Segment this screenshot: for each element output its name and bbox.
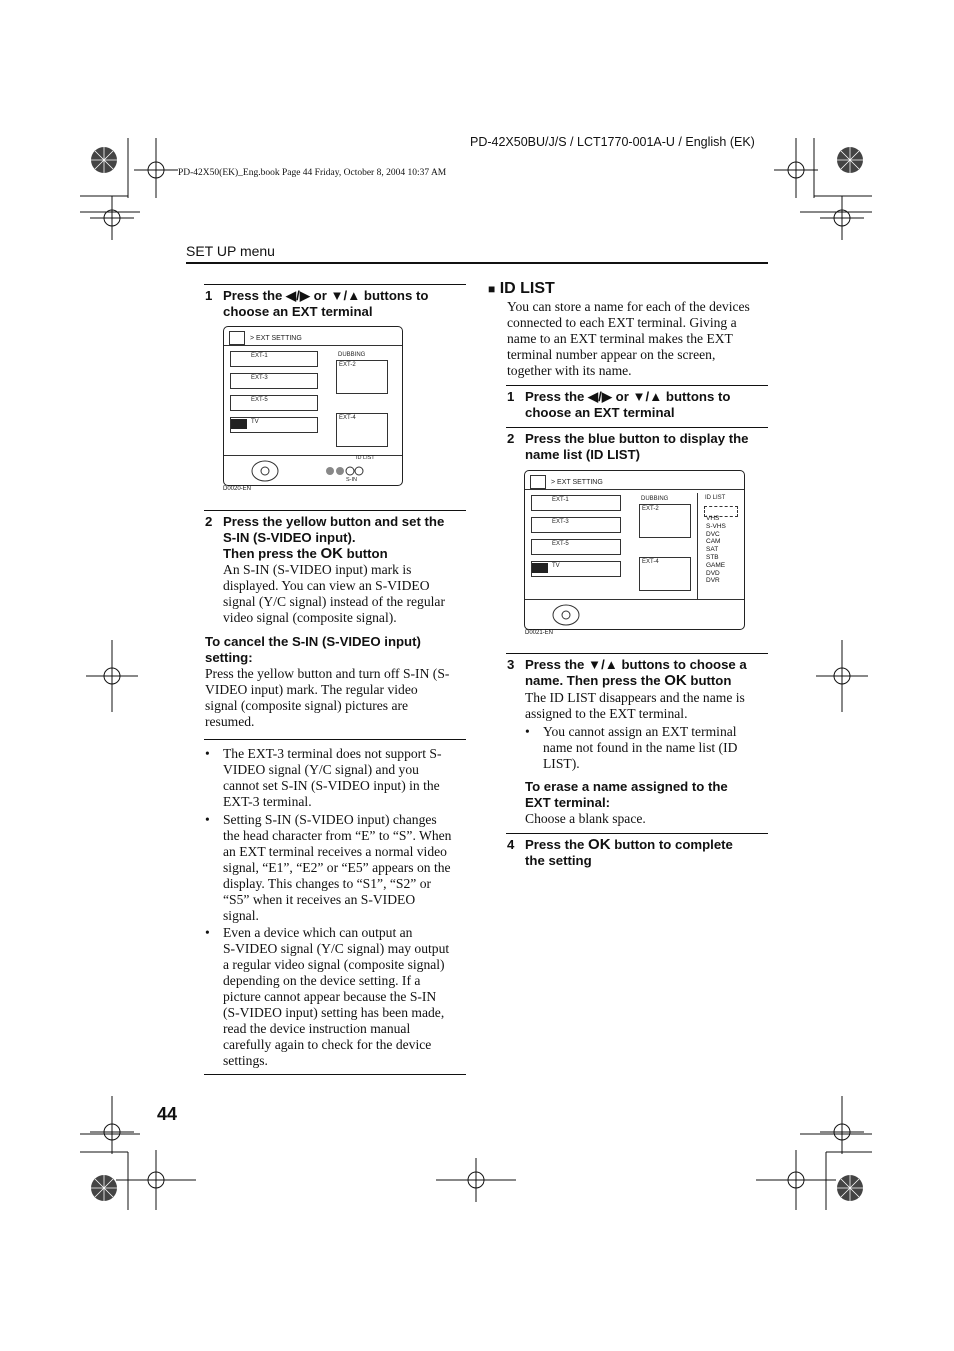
divider [506, 833, 768, 834]
ext4-box: EXT-4 [639, 557, 691, 591]
divider [204, 284, 466, 285]
ext4-box: EXT-4 [336, 413, 388, 447]
book-info-line: PD-42X50(EK)_Eng.book Page 44 Friday, October 8, 2004 10:37 AM [178, 168, 447, 178]
dpad-icon [250, 459, 280, 483]
divider [506, 385, 768, 386]
model-code: PD-42X50BU/J/S / LCT1770-001A-U / English (EK) [470, 135, 755, 149]
divider [204, 510, 466, 511]
divider [204, 1074, 466, 1075]
divider [506, 653, 768, 654]
erase-heading: To erase a name assigned to the EXT terminal: [525, 779, 728, 810]
cancel-body: Press the yellow button and turn off S-IN (S- VIDEO input) mark. The regular video signal (composite signal) pictures are resumed. [205, 666, 450, 729]
id-list-screen: > EXT SETTING EXT-1 EXT-3 EXT-5 TV DUBBING EXT-2 EXT-4 ID LIST VHS S-VHS DVC CAM SAT STB GAME DVD DVR [524, 470, 745, 630]
step3-body: The ID LIST disappears and the name is assigned to the EXT terminal. [525, 690, 745, 721]
id-list-heading: ■ ID LIST [488, 280, 555, 297]
id-list-intro: You can store a name for each of the devices connected to each EXT terminal. Giving a name to an EXT terminal makes the EXT terminal number appear on the screen, together with its name. [507, 299, 750, 378]
ext-setting-screen: > EXT SETTING EXT-1 EXT-3 EXT-5 TV DUBBING EXT-2 EXT-4 ID LIST S-IN [223, 326, 403, 486]
ext5-box: EXT-5 [531, 539, 621, 555]
cancel-heading: To cancel the S-IN (S-VIDEO input) setting: [205, 634, 421, 665]
section-title: SET UP menu [186, 243, 275, 259]
ext1-box: EXT-1 [230, 351, 318, 367]
ext5-box: EXT-5 [230, 395, 318, 411]
ext3-box: EXT-3 [230, 373, 318, 389]
tv-icon [231, 419, 247, 429]
tv-box: TV [531, 561, 621, 577]
step2-body: An S-IN (S-VIDEO input) mark is displayed. You can view an S-VIDEO signal (Y/C signal) instead of the regular video signal (composite signal). [223, 562, 445, 625]
ext2-box: EXT-2 [639, 504, 691, 538]
id-name-list: VHS S-VHS DVC CAM SAT STB GAME DVD DVR [706, 515, 726, 585]
ext1-box: EXT-1 [531, 495, 621, 511]
ext3-box: EXT-3 [531, 517, 621, 533]
divider [506, 427, 768, 428]
color-buttons-icon [324, 465, 364, 477]
figure-code: D0021-EN [525, 630, 554, 636]
menu-icon [530, 475, 546, 489]
tv-box: TV [230, 417, 318, 433]
menu-icon [229, 331, 245, 345]
tv-icon [532, 563, 548, 573]
header-rule [186, 262, 768, 264]
page-number: 44 [157, 1104, 178, 1124]
ext2-box: EXT-2 [336, 360, 388, 394]
divider [204, 739, 466, 740]
erase-body: Choose a blank space. [525, 811, 646, 826]
figure-code: D0020-EN [223, 486, 252, 492]
dpad-icon [551, 603, 581, 627]
